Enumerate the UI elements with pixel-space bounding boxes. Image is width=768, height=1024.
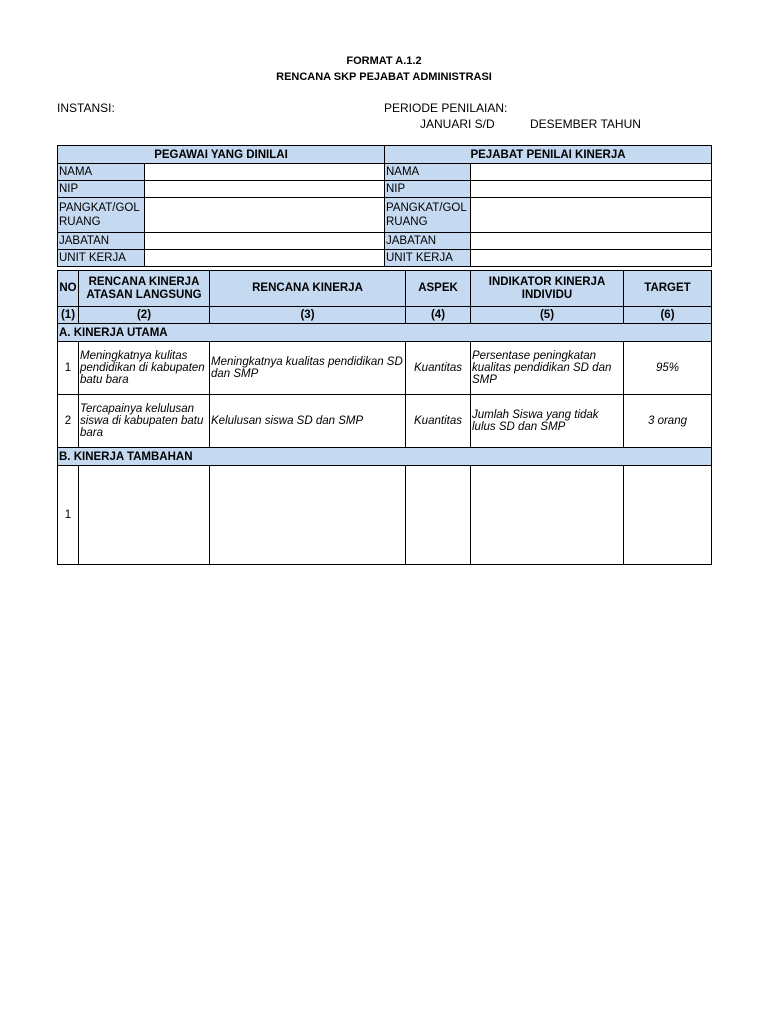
penilai-nama-value[interactable] (471, 164, 712, 181)
row-atasan: Tercapainya kelulusan siswa di kabupaten batu bara (79, 395, 210, 448)
penilai-nip-value[interactable] (471, 181, 712, 198)
row-rencana[interactable] (210, 466, 406, 565)
pangkat-line1: PANGKAT/GOL (386, 202, 467, 214)
pegawai-unit-value[interactable] (145, 250, 385, 267)
section-kinerja-utama: A. KINERJA UTAMA (58, 324, 712, 342)
row-no: 1 (58, 466, 79, 565)
document-title: RENCANA SKP PEJABAT ADMINISTRASI (276, 71, 492, 83)
pegawai-jabatan-label: JABATAN (58, 233, 145, 250)
periode-label: PERIODE PENILAIAN: (384, 101, 508, 115)
col-no: NO (58, 271, 79, 307)
penilai-nip-label: NIP (385, 181, 471, 198)
col-num-4: (4) (406, 307, 471, 324)
penilai-unit-label: UNIT KERJA (385, 250, 471, 267)
penilai-jabatan-value[interactable] (471, 233, 712, 250)
row-no: 2 (58, 395, 79, 448)
col-num-3: (3) (210, 307, 406, 324)
row-aspek: Kuantitas (406, 395, 471, 448)
row-target[interactable] (624, 466, 712, 565)
pegawai-unit-label: UNIT KERJA (58, 250, 145, 267)
penilai-nama-label: NAMA (385, 164, 471, 181)
periode-start: JANUARI S/D (420, 117, 495, 131)
col-num-2: (2) (79, 307, 210, 324)
col-target: TARGET (624, 271, 712, 307)
pegawai-nip-value[interactable] (145, 181, 385, 198)
penilai-pangkat-value[interactable] (471, 198, 712, 233)
row-indikator[interactable] (471, 466, 624, 565)
row-atasan: Meningkatnya kulitas pendidikan di kabupaten batu bara (79, 342, 210, 395)
table-row (58, 395, 712, 448)
pegawai-header: PEGAWAI YANG DINILAI (58, 146, 385, 164)
col-num-5: (5) (471, 307, 624, 324)
col-rencana: RENCANA KINERJA (210, 271, 406, 307)
section-kinerja-tambahan: B. KINERJA TAMBAHAN (58, 448, 712, 466)
table-row (58, 466, 712, 565)
col-atasan: RENCANA KINERJA ATASAN LANGSUNG (79, 271, 210, 307)
row-aspek[interactable] (406, 466, 471, 565)
skp-table (57, 270, 712, 565)
row-aspek: Kuantitas (406, 342, 471, 395)
row-rencana: Kelulusan siswa SD dan SMP (210, 395, 406, 448)
col-num-6: (6) (624, 307, 712, 324)
pangkat-line1: PANGKAT/GOL (59, 202, 140, 214)
penilai-unit-value[interactable] (471, 250, 712, 267)
pegawai-nip-label: NIP (58, 181, 145, 198)
pegawai-jabatan-value[interactable] (145, 233, 385, 250)
row-no: 1 (58, 342, 79, 395)
col-indikator: INDIKATOR KINERJA INDIVIDU (471, 271, 624, 307)
row-indikator: Persentase peningkatan kualitas pendidikan SD dan SMP (471, 342, 624, 395)
row-target: 95% (624, 342, 712, 395)
pegawai-pangkat-value[interactable] (145, 198, 385, 233)
penilai-pangkat-label (385, 198, 471, 233)
pegawai-pangkat-label (58, 198, 145, 233)
format-code: FORMAT A.1.2 (346, 55, 422, 67)
penilai-header: PEJABAT PENILAI KINERJA (385, 146, 712, 164)
identity-table (57, 145, 712, 267)
col-num-1: (1) (58, 307, 79, 324)
row-indikator: Jumlah Siswa yang tidak lulus SD dan SMP (471, 395, 624, 448)
penilai-jabatan-label: JABATAN (385, 233, 471, 250)
col-aspek: ASPEK (406, 271, 471, 307)
pegawai-nama-label: NAMA (58, 164, 145, 181)
periode-end: DESEMBER TAHUN (530, 117, 641, 131)
pegawai-nama-value[interactable] (145, 164, 385, 181)
pangkat-line2: RUANG (386, 216, 428, 228)
pangkat-line2: RUANG (59, 216, 101, 228)
instansi-label: INSTANSI: (57, 101, 115, 115)
table-row (58, 342, 712, 395)
row-target: 3 orang (624, 395, 712, 448)
row-rencana: Meningkatnya kualitas pendidikan SD dan SMP (210, 342, 406, 395)
row-atasan[interactable] (79, 466, 210, 565)
